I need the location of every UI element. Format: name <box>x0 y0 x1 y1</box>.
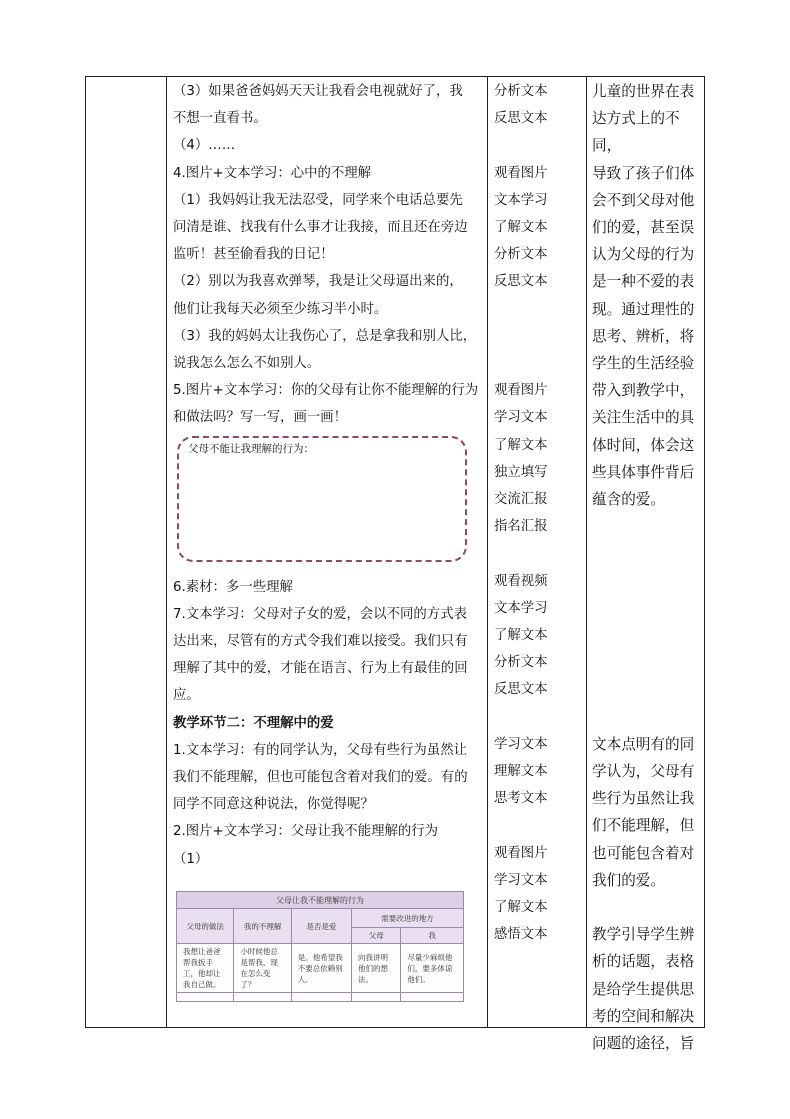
activity-item: 反思文本 <box>494 682 548 698</box>
column-divider <box>166 76 167 1028</box>
content-line: （4）…… <box>173 138 236 154</box>
table-cell: 尽量少麻烦他们，要多体谅他们。 <box>401 944 464 993</box>
content-line: 同学不同意这种说法，你觉得呢？ <box>173 797 374 813</box>
table-cell: 我想让爸爸帮我扳手工，他却让我自己做。 <box>177 944 234 993</box>
content-line: 说我怎么怎么不如别人。 <box>173 356 321 372</box>
intent-line: 些行为虽然让我 <box>592 790 695 808</box>
teaching-content-column <box>173 78 483 873</box>
table-row <box>177 944 464 993</box>
content-line: （1）我妈妈让我无法忍受，同学来个电话总要先 <box>173 192 463 208</box>
activity-item: 观看图片 <box>494 165 548 181</box>
intent-line: 问题的途径，旨 <box>592 1034 695 1052</box>
intent-line: 学认为，父母有 <box>592 762 695 780</box>
intent-line: 析的话题，表格 <box>592 953 695 971</box>
intent-line: 们的爱，甚至误 <box>592 219 695 237</box>
table-cell: 向我讲明他们的想法。 <box>352 944 401 993</box>
table-header: 父母 <box>352 928 401 944</box>
activity-item: 分析文本 <box>494 84 548 99</box>
intent-line: 我们的爱。 <box>592 871 665 889</box>
section-heading: 2.图片+文本学习：父母让我不能理解的行为 <box>173 824 439 840</box>
content-line: 和做法吗？写一写，画一画！ <box>173 410 348 426</box>
intent-line: 考的空间和解决 <box>592 1007 695 1025</box>
table-row <box>177 993 464 1002</box>
activity-item: 学习文本 <box>494 736 548 752</box>
intent-line: 带入到教学中， <box>592 382 695 400</box>
writing-box <box>177 436 467 562</box>
content-line: 应。 <box>173 688 200 704</box>
table-cell: 小时候他总是帮我，现在怎么变了？ <box>234 944 291 993</box>
embedded-table-image <box>176 891 464 1002</box>
table-header: 我 <box>401 928 464 944</box>
activity-item: 反思文本 <box>494 274 548 290</box>
content-line: 理解了其中的爱，才能在语言、行为上有最佳的回 <box>173 661 468 677</box>
content-line: 达出来，尽管有的方式令我们难以接受。我们只有 <box>173 634 468 650</box>
activity-item: 了解文本 <box>494 437 548 453</box>
content-line: 他们让我每天必须至少练习半小时。 <box>173 301 388 317</box>
intent-line: 是给学生提供思 <box>592 980 695 998</box>
activity-item: 分析文本 <box>494 655 548 671</box>
content-line: 监听！甚至偷看我的日记！ <box>173 247 334 263</box>
intent-line: 们不能理解，但 <box>592 817 695 835</box>
intent-line: 思考、辨析，将 <box>592 327 695 345</box>
content-line: 我们不能理解，但也可能包含着对我们的爱。有的 <box>173 770 468 786</box>
activity-item: 分析文本 <box>494 247 548 263</box>
content-line: 不想一直看书。 <box>173 111 267 127</box>
table-cell: 是。他希望我不要总依赖别人。 <box>291 944 351 993</box>
activity-item: 了解文本 <box>494 899 548 915</box>
intent-line: 会不到父母对他 <box>592 191 695 209</box>
column-divider <box>487 76 488 1028</box>
activity-item: 了解文本 <box>494 627 548 643</box>
intent-line: 也可能包含着对 <box>592 844 695 862</box>
intent-line: 关注生活中的具 <box>592 409 695 427</box>
table-header: 父母的做法 <box>177 909 234 944</box>
activity-item: 文本学习 <box>494 192 548 208</box>
section-heading: 6.素材：多一些理解 <box>173 579 293 595</box>
table-header: 是否是爱 <box>291 909 351 944</box>
intent-line: 现。通过理性的 <box>592 300 695 318</box>
intent-line: 教学引导学生辨 <box>592 926 695 944</box>
content-line: （3）我的妈妈太让我伤心了，总是拿我和别人比， <box>173 328 477 344</box>
activity-item: 文本学习 <box>494 600 548 616</box>
section-heading: 4.图片+文本学习：心中的不理解 <box>173 165 372 181</box>
intent-line: 学生的生活经验 <box>592 355 695 373</box>
content-line: 7.文本学习：父母对子女的爱，会以不同的方式表 <box>173 606 467 622</box>
content-line: （1） <box>173 851 209 867</box>
table-header: 我的不理解 <box>234 909 291 944</box>
section-heading: 5.图片+文本学习：你的父母有让你不能理解的行为 <box>173 383 479 399</box>
activity-item: 指名汇报 <box>494 519 548 535</box>
activity-item: 学习文本 <box>494 872 548 888</box>
table-title: 父母让我不能理解的行为 <box>177 892 464 909</box>
content-line: （2）别以为我喜欢弹琴，我是让父母逼出来的， <box>173 274 463 290</box>
activity-item: 思考文本 <box>494 791 548 807</box>
activity-item: 观看视频 <box>494 573 548 589</box>
intent-line: 导致了孩子们体 <box>592 164 695 182</box>
table-header: 需要改进的地方 <box>352 909 464 928</box>
activity-item: 交流汇报 <box>494 491 548 507</box>
intent-line: 达方式上的不同， <box>592 110 680 155</box>
intent-line: 蕴含的爱。 <box>592 491 665 509</box>
activity-item: 观看图片 <box>494 383 548 399</box>
intent-line: 认为父母的行为 <box>592 246 695 264</box>
intent-line: 是一种不爱的表 <box>592 273 695 291</box>
activity-item: 观看图片 <box>494 845 548 861</box>
intent-line: 体时间，体会这 <box>592 436 695 454</box>
teaching-section-title: 教学环节二：不理解中的爱 <box>173 715 334 731</box>
intent-line: 儿童的世界在表 <box>592 83 695 100</box>
activity-item: 独立填写 <box>494 464 548 480</box>
student-activity-column <box>494 78 574 948</box>
design-intent-column <box>592 78 702 1057</box>
writing-box-label: 父母不能让我理解的行为： <box>188 442 314 455</box>
content-line: 问清是谁、找我有什么事才让我接，而且还在旁边 <box>173 220 468 236</box>
activity-item: 了解文本 <box>494 220 548 235</box>
intent-line: 些具体事件背后 <box>592 463 695 481</box>
content-line: 1.文本学习：有的同学认为，父母有些行为虽然让 <box>173 742 467 758</box>
content-line: （3）如果爸爸妈妈天天让我看会电视就好了，我 <box>173 84 463 99</box>
intent-line: 文本点明有的同 <box>592 735 695 753</box>
activity-item: 感悟文本 <box>494 927 548 943</box>
activity-item: 反思文本 <box>494 111 548 127</box>
activity-item: 学习文本 <box>494 410 548 426</box>
activity-item: 理解文本 <box>494 763 548 779</box>
column-divider <box>586 76 587 1028</box>
